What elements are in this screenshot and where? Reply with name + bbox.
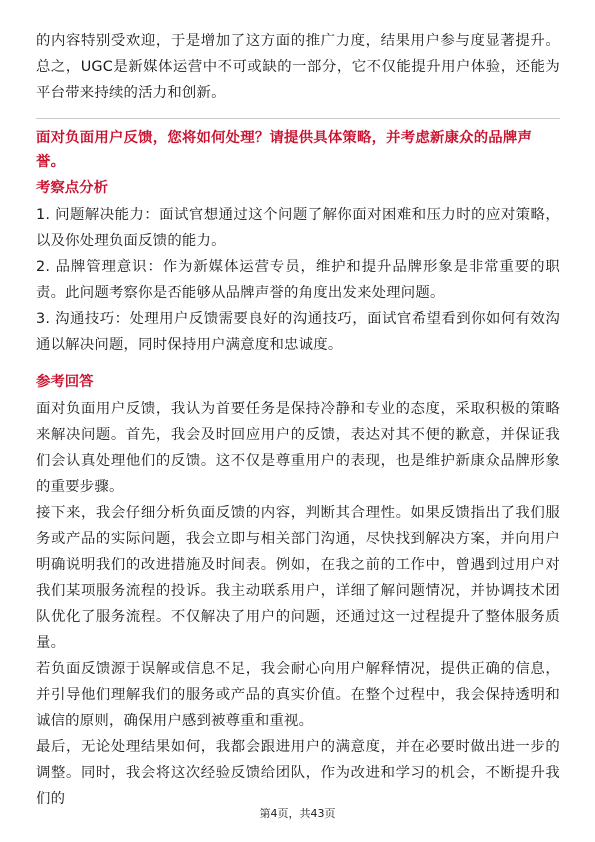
analysis-title: 考察点分析	[36, 180, 108, 196]
answer-paragraph-1: 面对负面用户反馈，我认为首要任务是保持冷静和专业的态度，采取积极的策略来解决问题。首先，我会及时回应用户的反馈，表达对其不便的歉意，并保证我们会认真处理他们的反馈。这不仅是尊重用户的表现，也是维护新康众品牌形象的重要步骤。	[36, 401, 560, 495]
analysis-item-3: 3. 沟通技巧：处理用户反馈需要良好的沟通技巧，面试官希望看到你如何有效沟通以解决问题，同时保持用户满意度和忠诚度。	[36, 311, 560, 353]
answer-paragraph-4: 最后，无论处理结果如何，我都会跟进用户的满意度，并在必要时做出进一步的调整。同时，我会将这次经验反馈给团队，作为改进和学习的机会，不断提升我们的	[36, 739, 560, 807]
analysis-item-2: 2. 品牌管理意识：作为新媒体运营专员，维护和提升品牌形象是非常重要的职责。此问题考察你是否能够从品牌声誉的角度出发来处理问题。	[36, 259, 560, 301]
answer-title: 参考回答	[36, 374, 94, 390]
section-divider	[36, 118, 560, 119]
section-gap	[36, 358, 560, 370]
page-content	[36, 28, 560, 812]
intro-paragraph: 的内容特别受欢迎，于是增加了这方面的推广力度，结果用户参与度显著提升。总之，UGC是新媒体运营中不可或缺的一部分，它不仅能提升用户体验，还能为平台带来持续的活力和创新。	[36, 33, 560, 101]
answer-paragraph-2: 接下来，我会仔细分析负面反馈的内容，判断其合理性。如果反馈指出了我们服务或产品的实际问题，我会立即与相关部门沟通，尽快找到解决方案，并向用户明确说明我们的改进措施及时间表。例如，在我之前的工作中，曾遇到过用户对我们某项服务流程的投诉。我主动联系用户，详细了解问题情况，并协调技术团队优化了服务流程。不仅解决了用户的问题，还通过这一过程提升了整体服务质量。	[36, 505, 560, 651]
answer-paragraph-3: 若负面反馈源于误解或信息不足，我会耐心向用户解释情况，提供正确的信息，并引导他们理解我们的服务或产品的真实价值。在整个过程中，我会保持透明和诚信的原则，确保用户感到被尊重和重视。	[36, 661, 560, 729]
analysis-item-1: 1. 问题解决能力：面试官想通过这个问题了解你面对困难和压力时的应对策略，以及你处理负面反馈的能力。	[36, 207, 560, 249]
question-heading: 面对负面用户反馈，您将如何处理？请提供具体策略，并考虑新康众的品牌声誉。	[36, 130, 533, 170]
page-number-footer: 第4页，共43页	[259, 807, 336, 820]
